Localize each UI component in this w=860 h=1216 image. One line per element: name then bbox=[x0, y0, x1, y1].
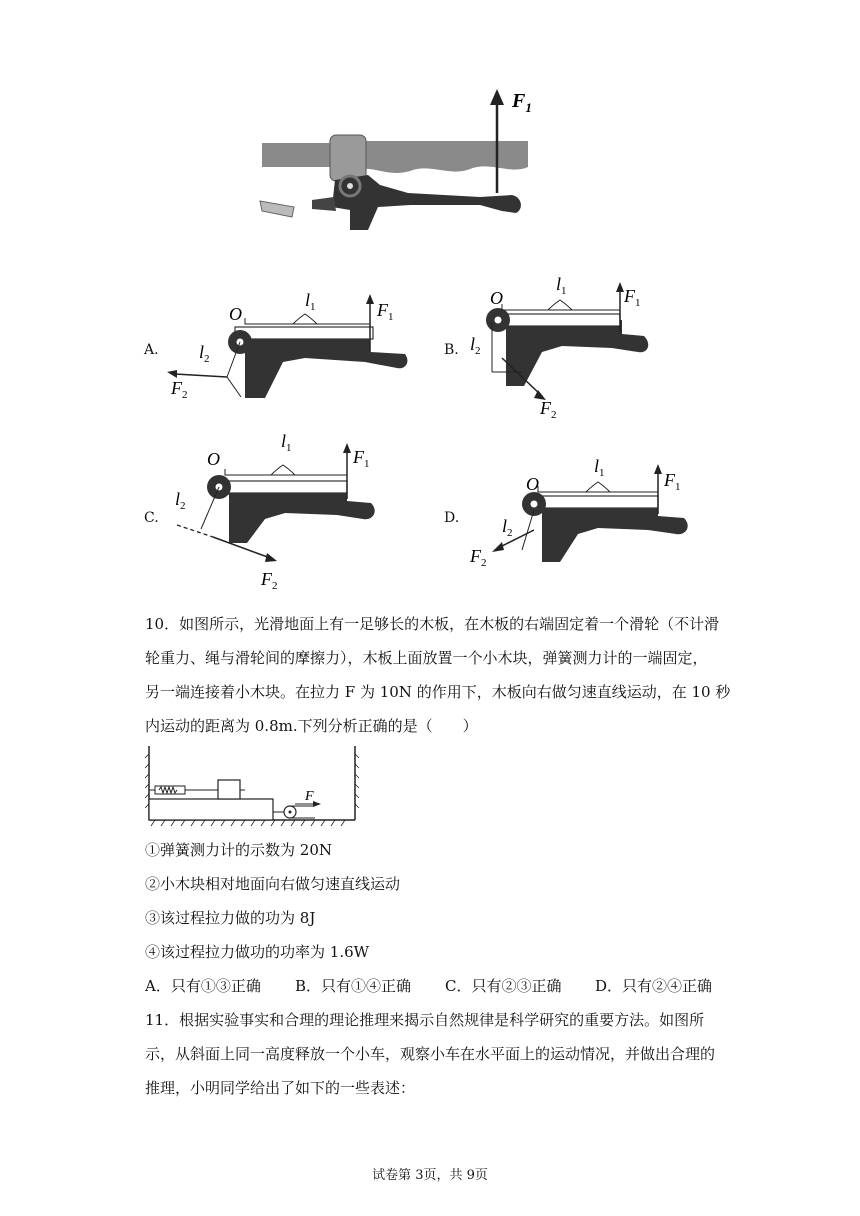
svg-text:O: O bbox=[490, 288, 503, 308]
q10-line-4: 内运动的距离为 0.8m.下列分析正确的是（ ） bbox=[145, 717, 478, 735]
svg-text:O: O bbox=[229, 304, 242, 324]
q11-line-2: 示，从斜面上同一高度释放一个小车，观察小车在水平面上的运动情况，并做出合理的 bbox=[145, 1045, 716, 1063]
svg-text:F1: $F_1$ bbox=[664, 470, 681, 493]
q10-statement-4: ④该过程拉力做功的功率为 1.6W bbox=[145, 943, 370, 961]
svg-text:F1: $F_1$ bbox=[353, 447, 370, 470]
option-c-label: C. bbox=[144, 510, 159, 526]
q10-choice-d: D．只有②④正确 bbox=[595, 977, 713, 995]
q10-choice-b: B．只有①④正确 bbox=[295, 977, 412, 995]
svg-text:F2: $F_2$ bbox=[470, 546, 487, 569]
q10-line-3: 另一端连接着小木块。在拉力 F 为 10N 的作用下，木板向右做匀速直线运动，在 10 秒 bbox=[145, 683, 731, 701]
svg-text:l1: $l_1$ bbox=[305, 290, 316, 313]
svg-text:O: O bbox=[207, 449, 220, 469]
svg-text:F: F bbox=[305, 789, 314, 804]
page-footer: 试卷第 3页，共 9页 bbox=[372, 1168, 488, 1183]
svg-text:l2: $l_2$ bbox=[175, 489, 186, 512]
q10-pulley-figure bbox=[145, 744, 367, 830]
option-a-label: A. bbox=[144, 342, 159, 358]
brake-lever-figure bbox=[250, 85, 550, 245]
q11-line-1: 11．根据实验事实和合理的理论推理来揭示自然规律是科学研究的重要方法。如图所 bbox=[145, 1011, 705, 1029]
svg-text:F1: $F_1$ bbox=[624, 286, 641, 309]
svg-text:F2: $F_2$ bbox=[261, 569, 278, 592]
q10-line-2: 轮重力、绳与滑轮间的摩擦力），木板上面放置一个小木块，弹簧测力计的一端固定， bbox=[145, 649, 708, 667]
svg-text:l2: $l_2$ bbox=[199, 342, 210, 365]
lever-option-c-figure bbox=[165, 425, 415, 595]
svg-text:F2: $F_2$ bbox=[540, 398, 557, 421]
svg-text:l1: $l_1$ bbox=[281, 431, 292, 454]
lever-option-b-figure bbox=[462, 262, 712, 422]
svg-text:F2: $F_2$ bbox=[171, 378, 188, 401]
svg-text:O: O bbox=[526, 474, 539, 494]
q10-choice-c: C．只有②③正确 bbox=[445, 977, 562, 995]
q10-statement-3: ③该过程拉力做的功为 8J bbox=[145, 909, 316, 927]
q10-choice-a: A．只有①③正确 bbox=[145, 977, 261, 995]
lever-option-d-figure bbox=[462, 450, 712, 580]
q10-line-1: 10．如图所示，光滑地面上有一足够长的木板，在木板的右端固定着一个滑轮（不计滑 bbox=[145, 615, 720, 633]
svg-text:l1: $l_1$ bbox=[556, 274, 567, 297]
svg-text:F1: $F_1$ bbox=[377, 300, 394, 323]
q11-line-3: 推理，小明同学给出了如下的一些表述： bbox=[145, 1079, 416, 1097]
option-b-label: B. bbox=[444, 342, 459, 358]
svg-text:l2: $l_2$ bbox=[502, 516, 513, 539]
svg-text:l1: $l_1$ bbox=[594, 456, 605, 479]
q10-statement-2: ②小木块相对地面向右做匀速直线运动 bbox=[145, 875, 401, 893]
q10-statement-1: ①弹簧测力计的示数为 20N bbox=[145, 841, 332, 859]
force-f1-label: $F_1$ bbox=[512, 90, 532, 115]
option-d-label: D. bbox=[444, 510, 460, 526]
lever-option-a-figure bbox=[165, 262, 415, 412]
svg-text:l2: $l_2$ bbox=[470, 334, 481, 357]
